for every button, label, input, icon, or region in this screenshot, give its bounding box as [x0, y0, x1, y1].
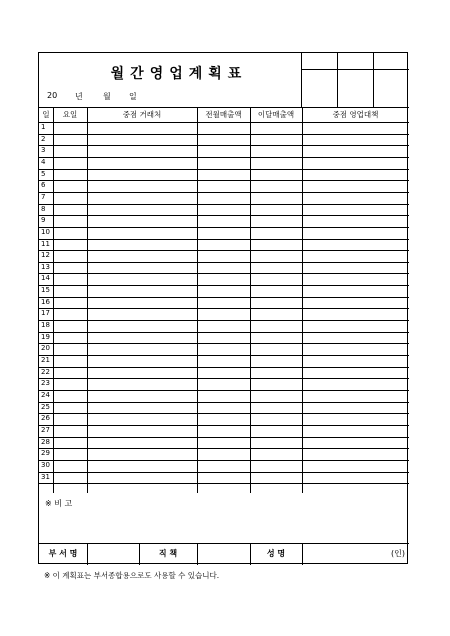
seal-label: (인)	[391, 549, 405, 558]
row-line	[39, 343, 409, 344]
day-number: 5	[41, 169, 46, 178]
row-line	[39, 169, 409, 170]
col-line	[250, 107, 251, 493]
footer-col-line	[87, 543, 88, 565]
year-label: 년	[75, 92, 83, 101]
day-number: 11	[41, 239, 50, 248]
row-line	[39, 413, 409, 414]
day-number: 4	[41, 157, 46, 166]
day-number: 28	[41, 437, 50, 446]
row-line	[39, 437, 409, 438]
row-line	[39, 297, 409, 298]
day-number: 13	[41, 262, 50, 271]
footer-top-line	[39, 543, 409, 544]
approval-box-line	[301, 69, 409, 70]
col-line	[302, 107, 303, 493]
day-number: 8	[41, 204, 46, 213]
row-line	[39, 285, 409, 286]
day-number: 17	[41, 309, 50, 318]
day-number: 26	[41, 414, 50, 423]
year-prefix: 20	[47, 91, 58, 100]
monthly-sales-plan-form	[38, 52, 408, 564]
row-line	[39, 460, 409, 461]
row-line	[39, 134, 409, 135]
row-line	[39, 425, 409, 426]
day-number: 9	[41, 216, 46, 225]
row-line	[39, 472, 409, 473]
day-number: 21	[41, 356, 50, 364]
day-number: 15	[41, 286, 50, 295]
col-line	[87, 107, 88, 493]
day-number: 27	[41, 425, 50, 434]
day-number: 24	[41, 390, 50, 399]
day-number: 2	[41, 134, 46, 143]
day-number: 23	[41, 379, 50, 388]
day-number: 22	[41, 367, 50, 376]
month-label: 월	[103, 92, 111, 101]
approval-box-col	[373, 53, 374, 107]
day-number: 16	[41, 297, 50, 306]
row-line	[39, 483, 409, 484]
row-line	[39, 390, 409, 391]
row-line	[39, 215, 409, 216]
position-label: 직 책	[158, 549, 178, 558]
approval-box-col	[337, 53, 338, 107]
row-line	[39, 332, 409, 333]
day-number: 3	[41, 146, 46, 155]
row-line	[39, 227, 409, 228]
approval-box-divider	[301, 53, 302, 107]
day-number: 30	[41, 460, 50, 469]
col-line	[197, 107, 198, 493]
day-number: 31	[41, 472, 50, 481]
col-header-day: 일	[42, 110, 50, 119]
row-line	[39, 308, 409, 309]
row-line	[39, 157, 409, 158]
col-header-this-sales: 이달매출액	[257, 110, 295, 119]
day-number: 7	[41, 192, 46, 201]
row-line	[39, 367, 409, 368]
day-number: 10	[41, 227, 50, 236]
row-line	[39, 250, 409, 251]
col-header-weekday: 요일	[62, 110, 78, 119]
row-line	[39, 180, 409, 181]
name-label: 성 명	[266, 549, 286, 558]
col-line	[53, 107, 54, 493]
dept-label: 부 서 명	[48, 549, 78, 558]
row-line	[39, 448, 409, 449]
day-number: 1	[41, 123, 46, 131]
form-title: 월간영업계획표	[110, 66, 248, 82]
row-line	[39, 239, 409, 240]
row-line	[39, 273, 409, 274]
col-header-prev-sales: 전월매출액	[205, 110, 242, 119]
row-line	[39, 355, 409, 356]
row-line	[39, 378, 409, 379]
day-number: 20	[41, 344, 50, 353]
footnote: ※ 이 계획표는 부서종합용으로도 사용할 수 있습니다.	[44, 571, 220, 580]
col-header-client: 중점 거래처	[122, 110, 162, 119]
day-number: 12	[41, 251, 50, 260]
day-label: 일	[129, 92, 137, 101]
col-header-strategy: 중점 영업대책	[332, 110, 379, 119]
row-line	[39, 192, 409, 193]
day-number: 29	[41, 449, 50, 458]
footer-col-line	[302, 543, 303, 565]
row-line	[39, 320, 409, 321]
row-line	[39, 262, 409, 263]
row-line	[39, 402, 409, 403]
day-number: 18	[41, 321, 50, 330]
row-line	[39, 145, 409, 146]
day-number: 19	[41, 332, 50, 341]
footer-col-line	[197, 543, 198, 565]
day-number: 14	[41, 274, 50, 283]
row-line	[39, 204, 409, 205]
day-number: 25	[41, 402, 50, 411]
header-bottom-line	[39, 122, 409, 123]
day-number: 6	[41, 181, 46, 190]
remarks-label: ※ 비 고	[45, 499, 73, 508]
